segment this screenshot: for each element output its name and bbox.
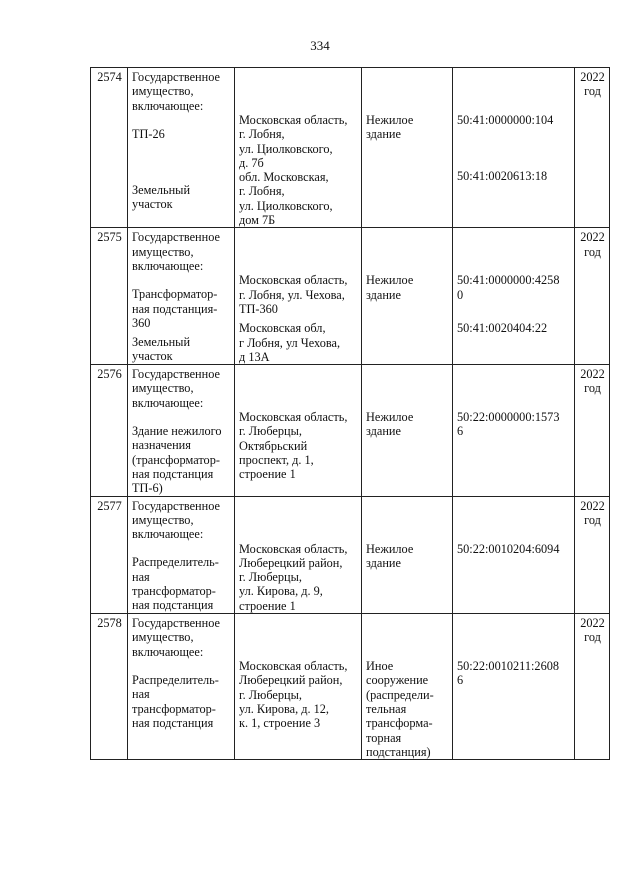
entry-name-cell: Государственное имущество, включающее: ТП-26 Земельный участок (128, 68, 235, 228)
item-name: Здание нежилого (132, 424, 222, 439)
item-name: Распределитель- (132, 672, 219, 687)
table-row (91, 365, 610, 496)
entry-number: 2577 (91, 496, 128, 613)
table-row (91, 496, 610, 613)
page-number: 334 (310, 38, 330, 53)
entry-number: 2578 (91, 614, 128, 760)
property-registry-table (90, 67, 610, 760)
cadastral-number-cell: 50:22:0010211:2608 6 (453, 614, 575, 760)
cadastral-number-cell: 50:22:0010204:6094 (453, 496, 575, 613)
entry-name-cell: Государственное имущество, включающее: Распределитель- ная трансформатор- ная подстанция (128, 614, 235, 760)
item-name: Трансформатор- (132, 287, 218, 302)
cadastral-number-cell: 50:22:0000000:1573 6 (453, 365, 575, 496)
table-row (91, 614, 610, 760)
year-cell: 2022 год (575, 496, 610, 613)
address-cell: Московская область, Люберецкий район, г. Люберцы, ул. Кирова, д. 12, к. 1, строение 3 (235, 614, 362, 760)
cadastral-number-cell: 50:41:0000000:104 50:41:0020613:18 (453, 68, 575, 228)
item-name: ТП-26 (132, 126, 165, 141)
address-cell: Московская область, г. Лобня, ул. Чехова, ТП-360 Московская обл, г Лобня, ул Чехова, д 13А (235, 228, 362, 365)
object-type-cell: Нежилое здание (362, 365, 453, 496)
year-cell: 2022 год (575, 68, 610, 228)
address-cell: Московская область, Люберецкий район, г. Люберцы, ул. Кирова, д. 9, строение 1 (235, 496, 362, 613)
address-cell: Московская область, г. Люберцы, Октябрьский проспект, д. 1, строение 1 (235, 365, 362, 496)
entry-name-cell: Государственное имущество, включающее: Распределитель- ная трансформатор- ная подстанция (128, 496, 235, 613)
item-name: Распределитель- (132, 555, 219, 570)
entry-number: 2575 (91, 228, 128, 365)
object-type-cell: Иное сооружение (распредели- тельная трансформа- торная подстанция) (362, 614, 453, 760)
object-type-cell: Нежилое здание (362, 68, 453, 228)
table-row (91, 68, 610, 228)
cadastral-number-cell: 50:41:0000000:4258 0 50:41:0020404:22 (453, 228, 575, 365)
entry-name-cell: Государственное имущество, включающее: Здание нежилого назначения (трансформатор- ная подстанция ТП-6) (128, 365, 235, 496)
table-row (91, 228, 610, 365)
item-name: Земельный (132, 183, 191, 198)
entry-number: 2574 (91, 68, 128, 228)
year-cell: 2022 год (575, 228, 610, 365)
object-type-cell: Нежилое здание (362, 496, 453, 613)
object-type-cell: Нежилое здание (362, 228, 453, 365)
year-cell: 2022 год (575, 614, 610, 760)
item-name: Земельный (132, 335, 191, 350)
entry-number: 2576 (91, 365, 128, 496)
address-cell: Московская область, г. Лобня, ул. Циолковского, д. 7б обл. Московская, г. Лобня, ул. Циолковского, дом 7Б (235, 68, 362, 228)
entry-name-cell: Государственное имущество, включающее: Трансформатор- ная подстанция- 360 Земельный участок (128, 228, 235, 365)
year-cell: 2022 год (575, 365, 610, 496)
